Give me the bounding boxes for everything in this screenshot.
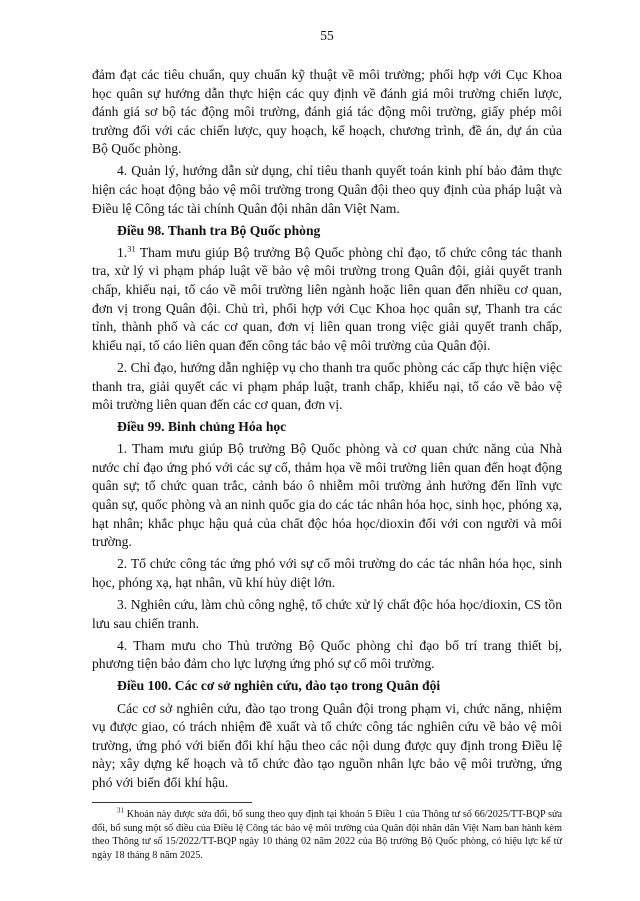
paragraph-article-99-item-2: 2. Tổ chức công tác ứng phó với sự cố môi trường do các tác nhân hóa học, sinh học, phóng xạ, hạt nhân, vũ khí hủy diệt lớn. — [92, 556, 562, 590]
paragraph-item-4: 4. Quản lý, hướng dẫn sử dụng, chỉ tiêu thanh quyết toán kinh phí bảo đảm thực hiện các hoạt động bảo vệ môi trường trong Quân đội theo quy định của pháp luật và Điều lệ Công tác tài chính Quân đội nhân dân Việt Nam. — [92, 163, 562, 216]
paragraph-article-100: Các cơ sở nghiên cứu, đào tạo trong Quân đội trong phạm vi, chức năng, nhiệm vụ được giao, có trách nhiệm đề xuất và tổ chức công tác nghiên cứu về bảo vệ môi trường, ứng phó với biến đổi khí hậu theo các nội dung được quy định trong Điều lệ này; xây dựng kế hoạch và tổ chức đào tạo nguồn nhân lực bảo vệ môi trường, ứng phó với biến đổi khí hậu. — [92, 700, 562, 790]
item-number: 1. — [117, 244, 128, 260]
footnote-number: 31 — [117, 807, 124, 816]
paragraph-article-99-item-4: 4. Tham mưu cho Thủ trưởng Bộ Quốc phòng chỉ đạo bố trí trang thiết bị, phương tiện bảo đảm cho lực lượng ứng phó sự cố môi trường. — [92, 637, 562, 672]
paragraph-article-98-item-2: 2. Chỉ đạo, hướng dẫn nghiệp vụ cho thanh tra quốc phòng các cấp thực hiện việc thanh tra, giải quyết các vi phạm pháp luật, tranh chấp, khiếu nại, tố cáo về bảo vệ môi trường liên quan đến các cơ quan, đơn vị. — [92, 359, 562, 413]
paragraph-article-99-item-1: 1. Tham mưu giúp Bộ trưởng Bộ Quốc phòng và cơ quan chức năng của Nhà nước chỉ đạo ứng phó với các sự cố, thảm họa về môi trường liên quan đến hoạt động quân sự; tổ chức quan trắc, cảnh báo ô nhiễm môi trường ảnh hưởng đến lĩnh vực quân sự, quốc phòng và an ninh quốc gia do các tác nhân hóa học, sinh học, phóng xạ, hạt nhân; khắc phục hậu quả của chất độc hóa học/dioxin đối với con người và môi trường. — [92, 441, 562, 550]
paragraph-article-99-item-3: 3. Nghiên cứu, làm chủ công nghệ, tổ chức xử lý chất độc hóa học/dioxin, CS tồn lưu sau chiến tranh. — [92, 597, 562, 631]
article-98-heading: Điều 98. Thanh tra Bộ Quốc phòng — [117, 222, 321, 238]
footnote-text: Khoản này được sửa đổi, bổ sung theo quy định tại khoản 5 Điều 1 của Thông tư số 66/2025/TT-BQP sửa đổi, bổ sung một số điều của Điều lệ Công tác bảo vệ môi trường của Quân đội nhân dân Việt Nam ban hành kèm theo Thông tư số 15/2022/TT-BQP ngày 10 tháng 02 năm 2022 của Bộ trưởng Bộ Quốc phòng, có hiệu lực kể từ ngày 18 tháng 8 năm 2025. — [92, 809, 562, 861]
footnote-divider — [92, 802, 252, 803]
paragraph-article-98-item-1 — [92, 244, 562, 356]
document-body — [92, 66, 562, 792]
footnote-reference[interactable]: 31 — [127, 243, 136, 254]
article-99-heading: Điều 99. Binh chủng Hóa học — [117, 419, 287, 435]
page-number: 55 — [320, 28, 334, 43]
item-text: Tham mưu giúp Bộ trưởng Bộ Quốc phòng chỉ đạo, tổ chức công tác thanh tra, xử lý vi phạm pháp luật về bảo vệ môi trường trong Quân đội, giải quyết tranh chấp, khiếu nại, tố cáo về môi trường liên ngành hoặc liên quan đến nhiều cơ quan, đơn vị trong Quân đội. Chủ trì, phối hợp với Cục Khoa học quân sự, Thanh tra các tỉnh, thành phố và các cơ quan, đơn vị liên quan trong việc giải quyết tranh chấp, khiếu nại, tố cáo liên quan đến công tác bảo vệ môi trường của Quân đội. — [92, 244, 562, 353]
article-100-heading: Điều 100. Các cơ sở nghiên cứu, đào tạo trong Quân đội — [117, 678, 441, 694]
footnote — [92, 808, 562, 862]
paragraph-continued: đảm đạt các tiêu chuẩn, quy chuẩn kỹ thuật về môi trường; phối hợp với Cục Khoa học quân sự hướng dẫn thực hiện các quy định về đánh giá môi trường chiến lược, đánh giá sơ bộ tác động môi trường, đánh giá tác động môi trường, giấy phép môi trường đối với các chiến lược, quy hoạch, kế hoạch, chương trình, đề án, dự án của Bộ Quốc phòng. — [92, 67, 562, 157]
